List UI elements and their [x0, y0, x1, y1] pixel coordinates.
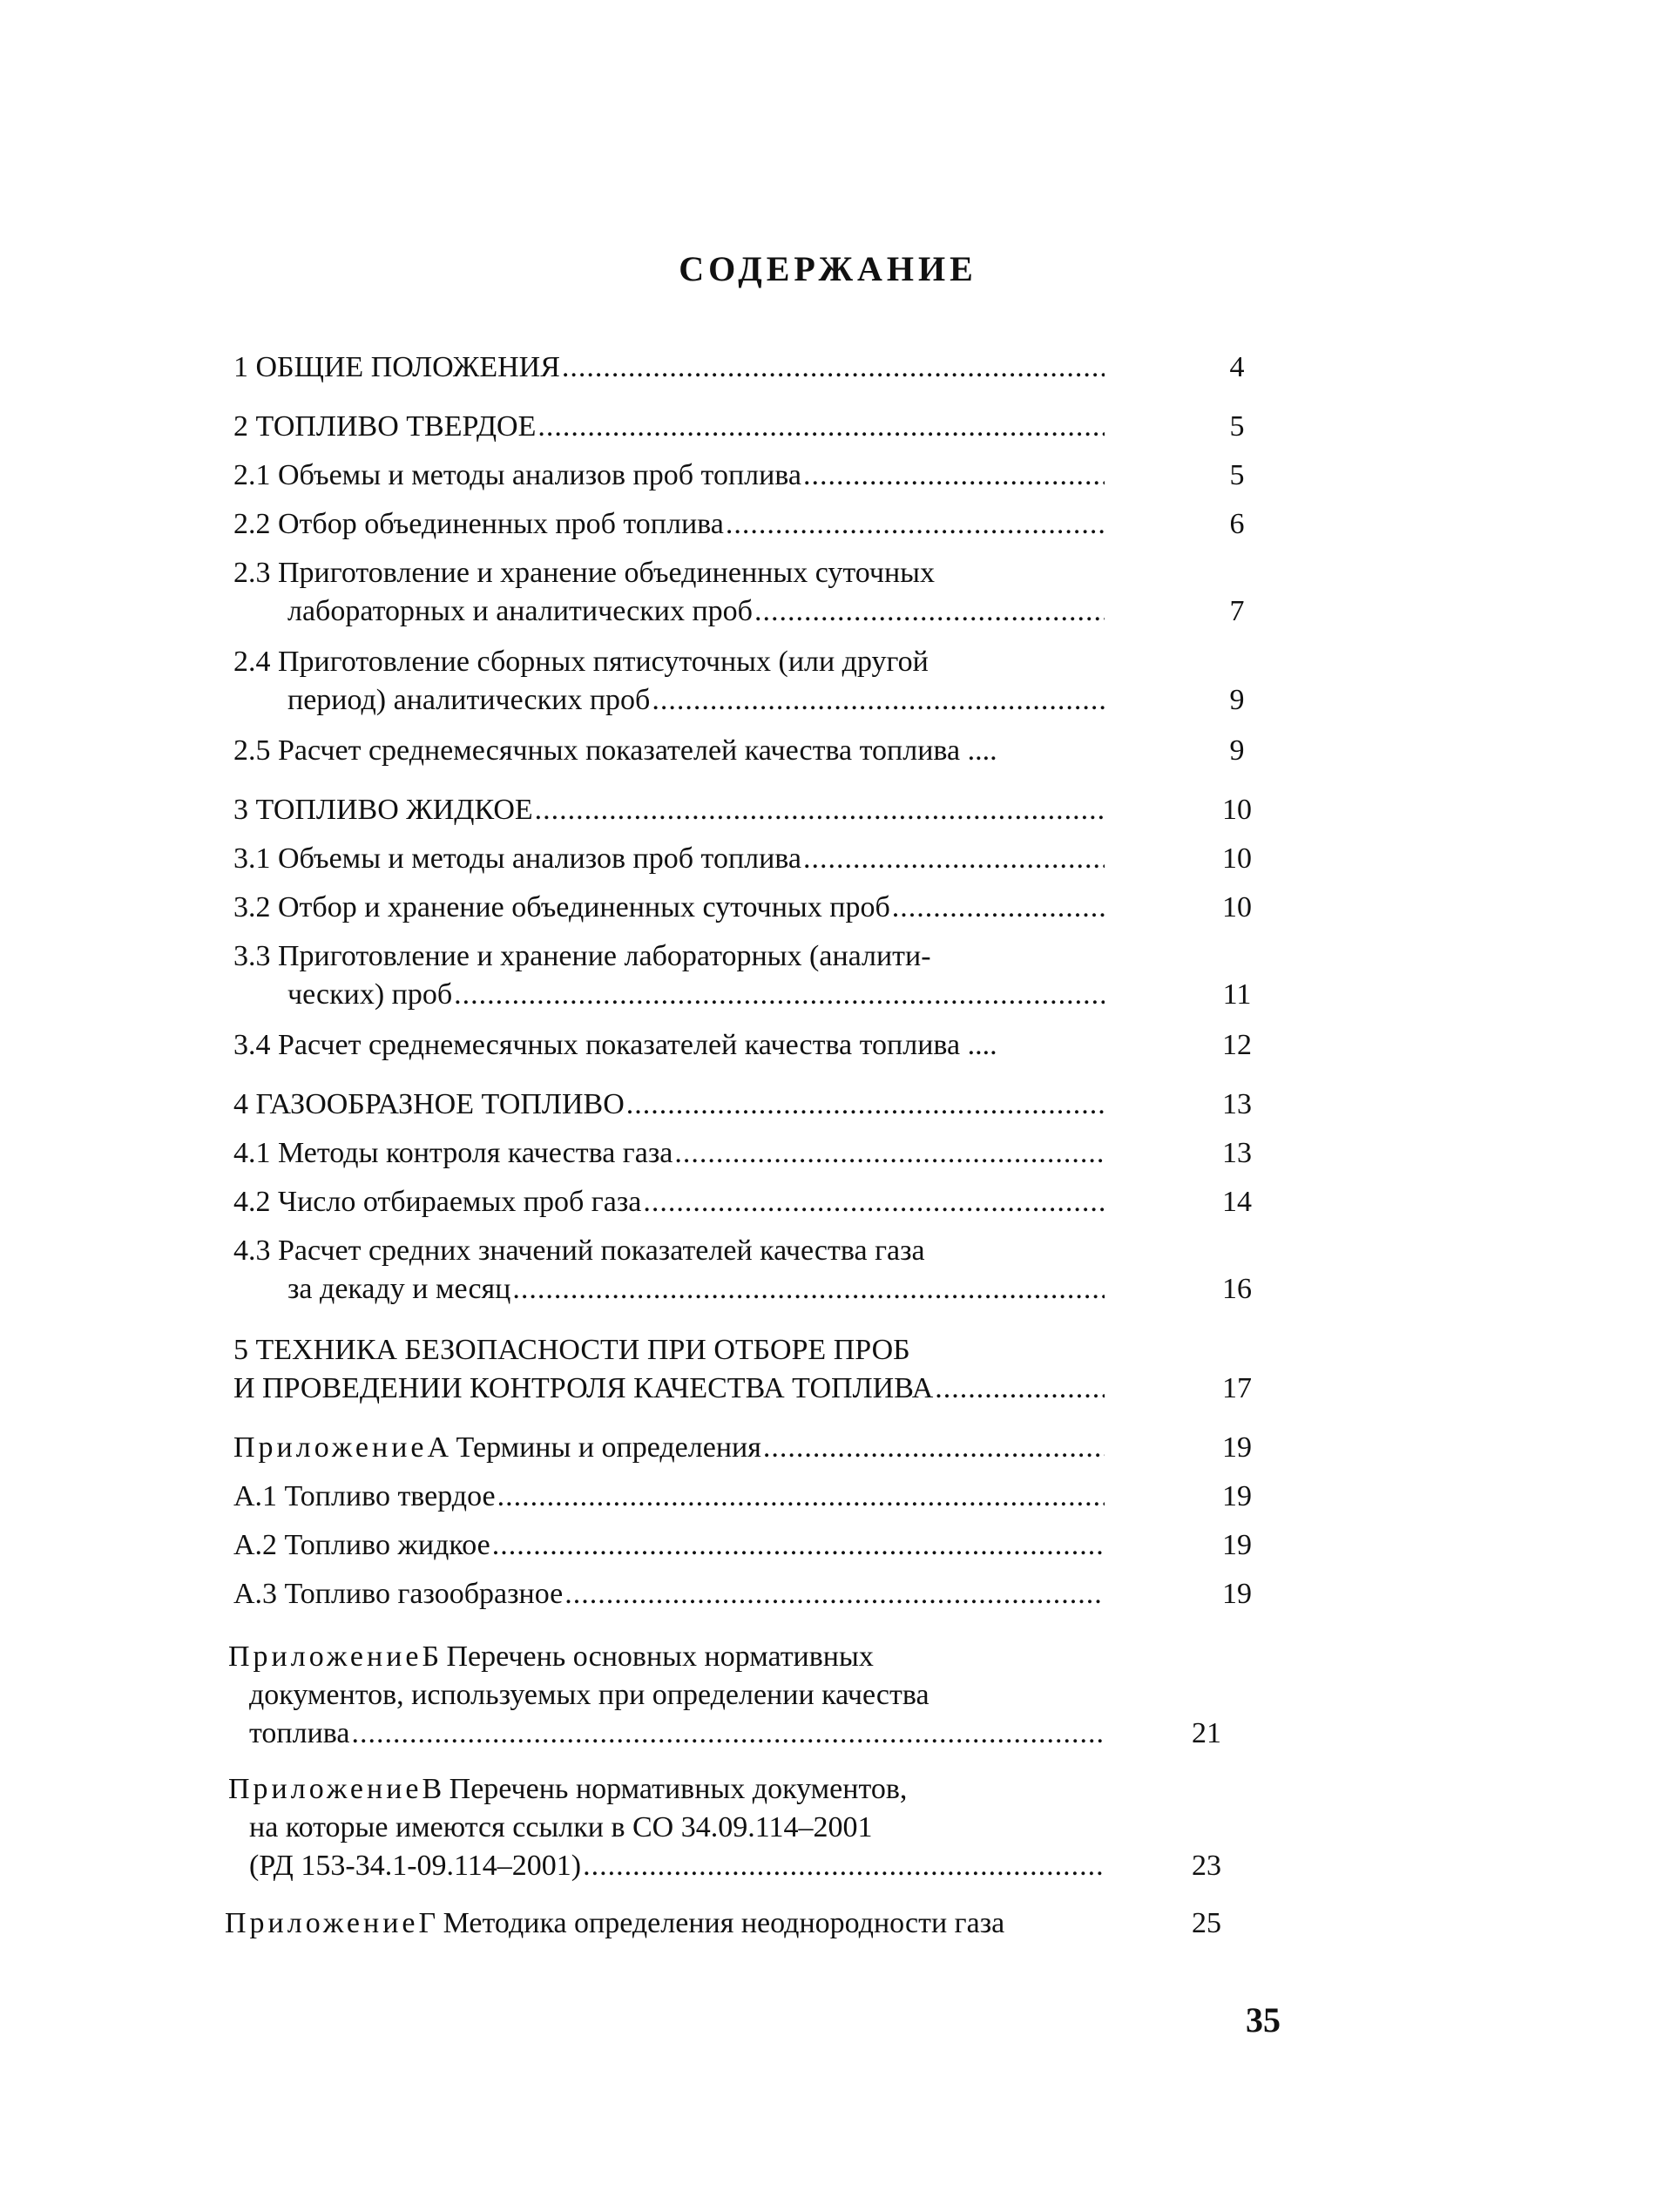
leader-dots: [454, 976, 1105, 1014]
appendix-label: Приложение: [233, 1431, 428, 1464]
toc-page-number: 5: [1229, 410, 1245, 443]
toc-page-number: 10: [1222, 794, 1252, 826]
toc-entry: [233, 889, 1105, 927]
toc-page-number: 10: [1222, 842, 1252, 875]
toc-entry-title: В Перечень нормативных документов,: [422, 1773, 908, 1805]
toc-entry: [233, 1429, 1105, 1467]
leader-dots: [351, 1715, 1105, 1753]
toc-entry: [233, 643, 1105, 720]
toc-entry: [233, 554, 1105, 631]
leader-dots: [492, 1526, 1105, 1565]
toc-page-number: 17: [1222, 1372, 1252, 1404]
toc-entry-title: 2.1 Объемы и методы анализов проб топлива: [233, 459, 801, 491]
leader-dots: [754, 592, 1105, 631]
toc-entry: [233, 1183, 1105, 1221]
toc-entry: [228, 1770, 1105, 1885]
toc-entry-title: 2.5 Расчет среднемесячных показателей качества топлива ....: [233, 734, 997, 767]
toc-entry-title-continuation: (РД 153-34.1-09.114–2001): [249, 1850, 582, 1882]
toc-entry-title: 3.3 Приготовление и хранение лабораторных (аналити-: [233, 940, 931, 972]
toc-entry: [233, 791, 1105, 829]
toc-entry: [233, 1526, 1105, 1565]
toc-entry-title: 2.3 Приготовление и хранение объединенных суточных: [233, 557, 936, 589]
toc-page-number: 21: [1192, 1717, 1221, 1749]
leader-dots: [652, 681, 1105, 720]
leader-dots: [726, 505, 1105, 544]
toc-page-number: 10: [1222, 891, 1252, 923]
leader-dots: [537, 408, 1105, 446]
toc-entry: [233, 1086, 1105, 1124]
toc-page-number: 13: [1222, 1088, 1252, 1120]
toc-entry-title: 2.2 Отбор объединенных проб топлива: [233, 508, 724, 540]
toc-entry-title: Г Методика определения неоднородности газа: [418, 1907, 1005, 1939]
toc-entry-title: 3.2 Отбор и хранение объединенных суточных проб: [233, 891, 890, 923]
toc-entry-title-continuation: ческих) проб: [287, 978, 453, 1011]
leader-dots: [935, 1370, 1105, 1408]
toc-entry-title: А.3 Топливо газообразное: [233, 1578, 564, 1610]
toc-entry: [233, 1134, 1105, 1173]
toc-entry-title: 4.2 Число отбираемых проб газа: [233, 1186, 642, 1218]
toc-entry-title: А.2 Топливо жидкое: [233, 1529, 490, 1561]
toc-entry-title: 3.1 Объемы и методы анализов проб топлива: [233, 842, 801, 875]
toc-entry-title: 5 ТЕХНИКА БЕЗОПАСНОСТИ ПРИ ОТБОРЕ ПРОБ: [233, 1334, 910, 1366]
toc-entry-title: А.1 Топливо твердое: [233, 1480, 496, 1512]
toc-entry-title-continuation: документов, используемых при определении качества: [249, 1679, 929, 1711]
toc-entry-title: 2 ТОПЛИВО ТВЕРДОЕ: [233, 410, 537, 443]
leader-dots: [512, 1270, 1105, 1309]
toc-entry: [233, 1232, 1105, 1309]
toc-entry-title: А Термины и определения: [427, 1431, 761, 1464]
toc-entry: [233, 505, 1105, 544]
page-title: СОДЕРЖАНИЕ: [679, 249, 977, 288]
toc-page-number: 16: [1222, 1273, 1252, 1305]
toc-page-number: 23: [1192, 1850, 1221, 1882]
leader-dots: [535, 791, 1105, 829]
toc-page-number: 7: [1229, 595, 1245, 627]
toc-entry: [233, 840, 1105, 878]
leader-dots: [803, 457, 1105, 495]
leader-dots: [583, 1847, 1105, 1885]
leader-dots: [892, 889, 1105, 927]
toc-page-number: 11: [1222, 978, 1252, 1011]
toc-page-number: 4: [1229, 351, 1245, 383]
toc-page-number: 19: [1222, 1431, 1252, 1464]
toc-page-number: 6: [1229, 508, 1245, 540]
toc-entry: [228, 1638, 1105, 1753]
appendix-label: Приложение: [225, 1907, 419, 1939]
toc-entry: [233, 348, 1105, 387]
toc-page-number: 13: [1222, 1137, 1252, 1169]
leader-dots: [497, 1478, 1105, 1516]
toc-page-number: 19: [1222, 1578, 1252, 1610]
toc-page-number: 19: [1222, 1480, 1252, 1512]
leader-dots: [674, 1134, 1105, 1173]
toc-entry-title: 4 ГАЗООБРАЗНОЕ ТОПЛИВО: [233, 1088, 625, 1120]
toc-entry-title-continuation: И ПРОВЕДЕНИИ КОНТРОЛЯ КАЧЕСТВА ТОПЛИВА: [233, 1372, 934, 1404]
toc-entry-title: 3 ТОПЛИВО ЖИДКОЕ: [233, 794, 533, 826]
toc-entry-title: 1 ОБЩИЕ ПОЛОЖЕНИЯ: [233, 351, 560, 383]
page-number: 35: [1246, 2000, 1281, 2040]
toc-page-number: 9: [1229, 734, 1245, 767]
toc-entry-title: 3.4 Расчет среднемесячных показателей качества топлива ....: [233, 1029, 997, 1061]
toc-entry: [225, 1904, 1105, 1943]
toc-page-number: 19: [1222, 1529, 1252, 1561]
appendix-label: Приложение: [228, 1640, 422, 1673]
toc-entry: [233, 732, 1105, 770]
toc-entry-title-continuation: за декаду и месяц: [287, 1273, 511, 1305]
toc-entry-title: Б Перечень основных нормативных: [422, 1640, 874, 1673]
toc-entry-title-continuation: период) аналитических проб: [287, 684, 651, 716]
leader-dots: [763, 1429, 1105, 1467]
toc-entry-title: 4.3 Расчет средних значений показателей качества газа: [233, 1235, 925, 1267]
toc-entry-title-continuation: на которые имеются ссылки в СО 34.09.114–2001: [249, 1811, 873, 1843]
toc-page-number: 25: [1192, 1907, 1221, 1939]
toc-entry: [233, 937, 1105, 1014]
toc-entry: [233, 408, 1105, 446]
toc-entry-title-continuation: топлива: [249, 1717, 350, 1749]
toc-entry: [233, 457, 1105, 495]
leader-dots: [643, 1183, 1105, 1221]
toc-page-number: 5: [1229, 459, 1245, 491]
toc-page-number: 14: [1222, 1186, 1252, 1218]
toc-page-number: 9: [1229, 684, 1245, 716]
toc-entry: [233, 1478, 1105, 1516]
leader-dots: [564, 1575, 1105, 1613]
appendix-label: Приложение: [228, 1773, 422, 1805]
toc-entry-title-continuation: лабораторных и аналитических проб: [287, 595, 753, 627]
leader-dots: [803, 840, 1105, 878]
toc-entry-title: 2.4 Приготовление сборных пятисуточных (или другой: [233, 646, 929, 678]
toc-entry: [233, 1331, 1105, 1408]
toc-entry: [233, 1575, 1105, 1613]
toc-page-number: 12: [1222, 1029, 1252, 1061]
toc-entry: [233, 1026, 1105, 1065]
leader-dots: [562, 348, 1105, 387]
leader-dots: [626, 1086, 1105, 1124]
toc-entry-title: 4.1 Методы контроля качества газа: [233, 1137, 673, 1169]
